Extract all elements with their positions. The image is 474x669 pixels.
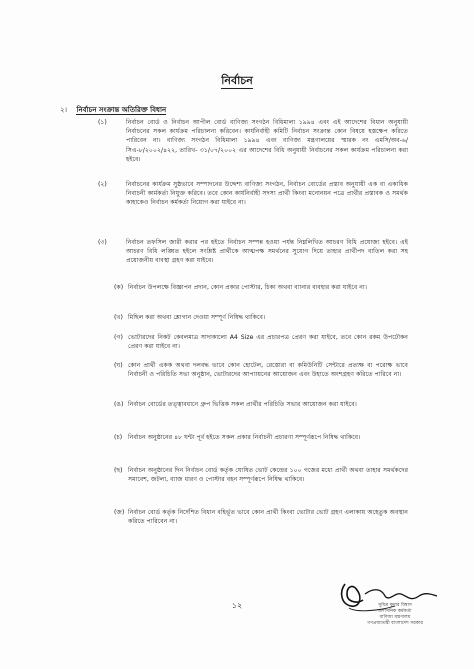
signature-designation: প্রশাসনিক কর্মকর্তা <box>378 609 412 614</box>
subitem-text: নির্বাচন অনুষ্ঠানের ৪৮ ঘন্টা পূর্ব হইতে সকল প্রকার নির্বাচনী প্রচারণা সম্পূর্ণরূপে নিষিদ্ধ থাকিবে। <box>128 434 361 441</box>
page-number: ১২ <box>231 601 243 610</box>
subitem-text: নির্বাচন অনুষ্ঠানের দিন নির্বাচন বোর্ড কর্তৃক ঘোষিত ভোট কেন্দ্রের ১০০ গজের মধ্যে প্রার্থী অথবা তাহার সমর্থকদের সমাবেশ, জটলা, ব্যাজ ধারণ ও পোস্টার বহন সম্পূর্ণরূপে নিষিদ্ধ থাকিবে। <box>128 467 408 484</box>
subitem-ka <box>0 283 474 305</box>
subitem-label: (ঘ) <box>114 362 123 369</box>
subitem-text: নির্বাচন বোর্ড কর্তৃক নির্দেশিত বিধান বহির্ভূত ভাবে কোন প্রার্থী কিংবা ভোটার ভোট গ্রহণ এলাকায় অহেতুক অবস্থান করিতে পারিবেন না। <box>128 509 408 526</box>
paragraph-3 <box>0 238 474 278</box>
paragraph-1 <box>0 118 474 178</box>
section-number: ২। <box>60 106 68 114</box>
section-heading <box>60 104 166 116</box>
subitem-text: কোন প্রার্থী একক অথবা দলবদ্ধ ভাবে কোন হোটেল, রেস্তোরা বা কমিউনিটি সেন্টারে প্রত্যক্ষ বা পরোক্ষ ভাবে নির্বাচনী ও পরিচিতি সভা অনুষ্ঠান, ভোটারদের আপ্যায়নের আয়োজন এবং উহাতে অংশগ্রহণ করিতে পারিবে না। <box>128 362 408 379</box>
subitem-text: নির্বাচন বোর্ডের তত্ত্বাবধানে গ্রুপ ভিত্তিক সকল প্রার্থীর পরিচিতি সভার আয়োজন করা যাইবে। <box>128 401 357 408</box>
subitem-text: নির্বাচন উপলক্ষে বিজ্ঞাপন প্রদান, কোন প্রকার পোস্টার, চিকা অথবা ব্যানার ব্যবহার করা যাইবে না। <box>128 284 367 291</box>
subitem-gha <box>0 361 474 393</box>
subitem-label: (ক) <box>114 284 124 291</box>
subitem-chha <box>0 466 474 498</box>
subitem-cha <box>0 433 474 455</box>
subitem-label: (ছ) <box>114 467 123 474</box>
subitem-text: ভোটারদের নিকট কেবলমাত্র সাদাকালো A4 Size এর প্রচারপত্র প্রেরণ করা যাইবে, তবে কোন রকম উপঢৌকন প্রেরণ করা যাইবে না। <box>128 334 408 351</box>
subitem-ja <box>0 508 474 530</box>
section-heading-text: নির্বাচন সংক্রান্ত অতিরিক্ত বিধান <box>76 106 167 114</box>
subitem-kha <box>0 313 474 325</box>
subitem-uma <box>0 400 474 422</box>
subitem-label: (জ) <box>114 509 125 516</box>
paragraph-text: নির্বাচনের কার্যক্রম সুষ্ঠভাবে সম্পাদনের উদ্দেশ্য বাণিজ্য সংগঠন, নির্বাচন বোর্ডের প্রস্তাব অনুযায়ী এক বা একাধিক নিবাচনী কার্মকর্তা নিযুক্ত করিবে। তবে কোন কার্যনির্বাহী সদস্য প্রার্থী কিংবা মনোনয়ন পত্রে প্রার্থীর প্রস্তাবক ও সমর্থক কাহাকেও নির্বাচন কর্মকর্তা নিয়োগ করা যাইবে না। <box>126 181 408 207</box>
subitem-label: (গ) <box>114 334 123 341</box>
signature-block <box>340 603 450 627</box>
subitem-label: (ঙ) <box>114 401 124 408</box>
subitem-text: মিছিল করা অথবা শ্লোগান দেওয়া সম্পূর্ণ নিষিদ্ধ থাকিবে। <box>128 314 266 321</box>
title-text: নির্বাচন <box>221 74 253 87</box>
page-title <box>0 72 474 91</box>
signature-government: গণপ্রজাতন্ত্রী বাংলাদেশ সরকার <box>367 621 423 626</box>
subitem-label: (খ) <box>114 314 123 321</box>
paragraph-2 <box>0 180 474 228</box>
paragraph-text: নির্বাচন তফসিল জারী করার পর হইতে নির্বাচন সম্পন্ন হওয়া পর্যন্ত নিম্নলিখিত আচরণ বিধি প্রযোজ্য হইবে। এই আচরণ বিধি লঙ্ঘিত হইলে সংশ্লিষ্ট প্রার্থীকে আত্মপক্ষ সমর্থনের সুযোগ দিয়ে তাহার প্রার্থীপদ বাতিল করা সহ প্রয়োজনীয় ব্যবস্থা গ্রহণ করা যাইবে। <box>126 239 408 265</box>
subitem-ga <box>0 333 474 355</box>
paragraph-text: নির্বাচন বোর্ড ও নির্বাচন আপীল বোর্ড বাণিজ্য সংগঠন বিধিমালা ১৯৯৪ এবং এই আদেশের বিধান অনুযায়ী নির্বাচনের সকল কার্যক্রম পরিচালনা করিবেন। কার্যনির্বাহী কমিটি নির্বাচন সংক্রান্ত কোন বিষয়ে হস্তক্ষেপ করিতে পারিবেন না। বাণিজ্য সংগঠন বিধিমালা ১৯৯৪ এবং বাণিজ্য মন্ত্রণালয়ের স্মারক নং এমসি/অব-৬/সিএ-৮/২০০২/৪২২, তারিখ- ৩১/০৭/২০০২ এর আদেশের বিধি অনুযায়ী নির্বাচনের সকল কার্যক্রম পরিচালনা করা হইবে। <box>126 119 408 163</box>
subitem-label: (চ) <box>114 434 123 441</box>
paragraph-label: (১) <box>98 119 107 126</box>
signature-name: সুমিত্র কুমার বিশ্বাস <box>378 603 412 608</box>
paragraph-label: (৩) <box>98 239 107 246</box>
signature-ministry: বাণিজ্য মন্ত্রণালয় <box>379 615 411 620</box>
paragraph-label: (২) <box>98 181 107 188</box>
